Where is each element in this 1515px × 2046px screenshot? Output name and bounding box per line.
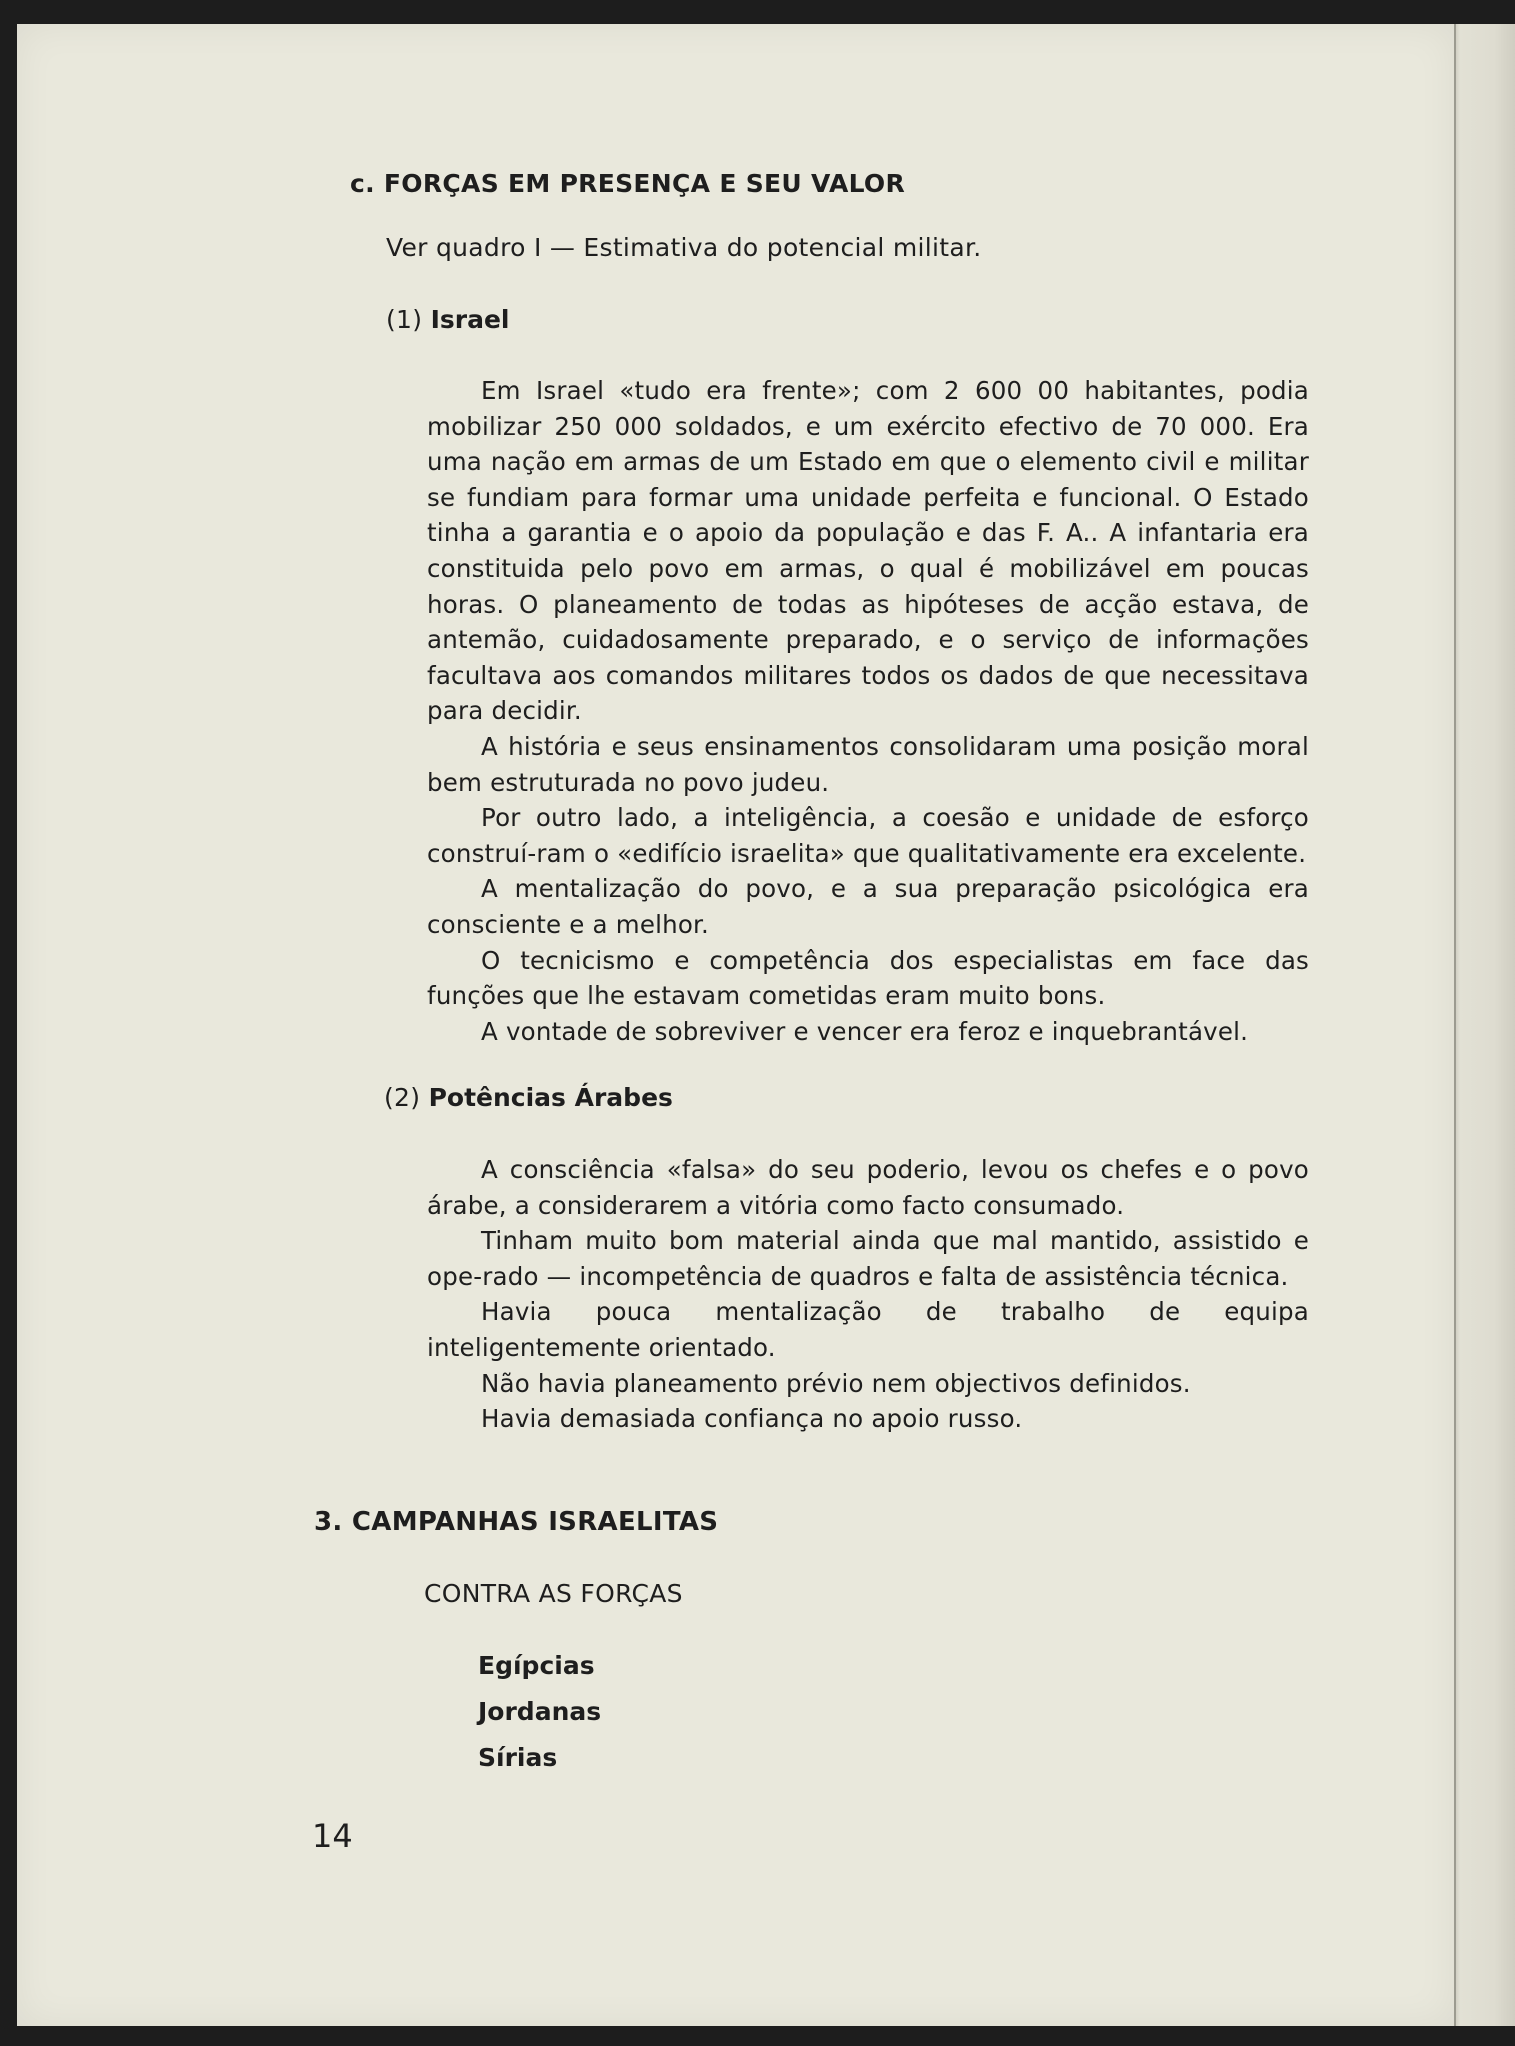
- arab-powers-paragraph: Havia demasiada confiança no apoio russo.: [481, 1404, 1023, 1434]
- israel-paragraph: O tecnicismo e competência dos especialistas em face das funções que lhe estavam cometidas eram muito bons.: [427, 945, 1309, 1011]
- israel-number: (1): [386, 305, 423, 334]
- arab-powers-paragraph: Tinham muito bom material ainda que mal mantido, assistido e ope-rado — incompetência de quadros e falta de assistência técnica.: [427, 1226, 1309, 1291]
- force-item-jordan: Jordanas: [478, 1697, 602, 1726]
- israel-paragraph: A vontade de sobreviver e vencer era feroz e inquebrantável.: [481, 1016, 1249, 1046]
- israel-text: [427, 373, 1309, 1049]
- israel-title: Israel: [430, 305, 510, 334]
- force-item-syria: Sírias: [478, 1743, 558, 1772]
- israel-paragraph: A história e seus ensinamentos consolidaram uma posição moral bem estruturada no povo judeu.: [427, 731, 1309, 797]
- section-c-heading: c. FORÇAS EM PRESENÇA E SEU VALOR: [350, 169, 906, 198]
- page-fold-line: [1454, 24, 1456, 2026]
- page-number: 14: [312, 1817, 353, 1855]
- arab-powers-paragraph: A consciência «falsa» do seu poderio, levou os chefes e o povo árabe, a considerarem a vitória como facto consumado.: [427, 1155, 1309, 1220]
- israel-paragraph: Por outro lado, a inteligência, a coesão e unidade de esforço construí-ram o «edifício israelita» que qualitativamente era excelente.: [427, 803, 1309, 868]
- israel-heading: [386, 302, 509, 338]
- force-item-egypt: Egípcias: [478, 1651, 595, 1680]
- arab-powers-paragraph: Não havia planeamento prévio nem objectivos definidos.: [481, 1368, 1191, 1398]
- arab-powers-text: [427, 1152, 1309, 1437]
- page-edge: [1454, 24, 1515, 2026]
- arab-powers-title: Potências Árabes: [428, 1083, 673, 1112]
- israel-paragraph: A mentalização do povo, e a sua preparação psicológica era consciente e a melhor.: [427, 874, 1309, 939]
- arab-powers-paragraph: Havia pouca mentalização de trabalho de equipa inteligentemente orientado.: [427, 1297, 1309, 1362]
- israel-paragraph: Em Israel «tudo era frente»; com 2 600 00 habitantes, podia mobilizar 250 000 soldados, e um exército efectivo de 70 000. Era uma nação em armas de um Estado em que o elemento civil e militar se fundiam para formar uma unidade perfeita e funcional. O Estado tinha a garantia e o apoio da população e das F. A.. A infantaria era constituida pelo povo em armas, o qual é mobilizável em poucas horas. O planeamento de todas as hipóteses de acção estava, de antemão, cuidadosamente preparado, e o serviço de informações facultava aos comandos militares todos os dados de que necessitava para decidir.: [427, 376, 1309, 726]
- arab-powers-heading: [384, 1080, 673, 1116]
- section-c-reference: Ver quadro I — Estimativa do potencial militar.: [386, 233, 982, 262]
- section-3-subheading: CONTRA AS FORÇAS: [424, 1579, 683, 1608]
- section-3-heading: [314, 1504, 718, 1540]
- section-3-heading-text: 3. CAMPANHAS ISRAELITAS: [314, 1507, 719, 1537]
- arab-powers-number: (2): [384, 1083, 421, 1112]
